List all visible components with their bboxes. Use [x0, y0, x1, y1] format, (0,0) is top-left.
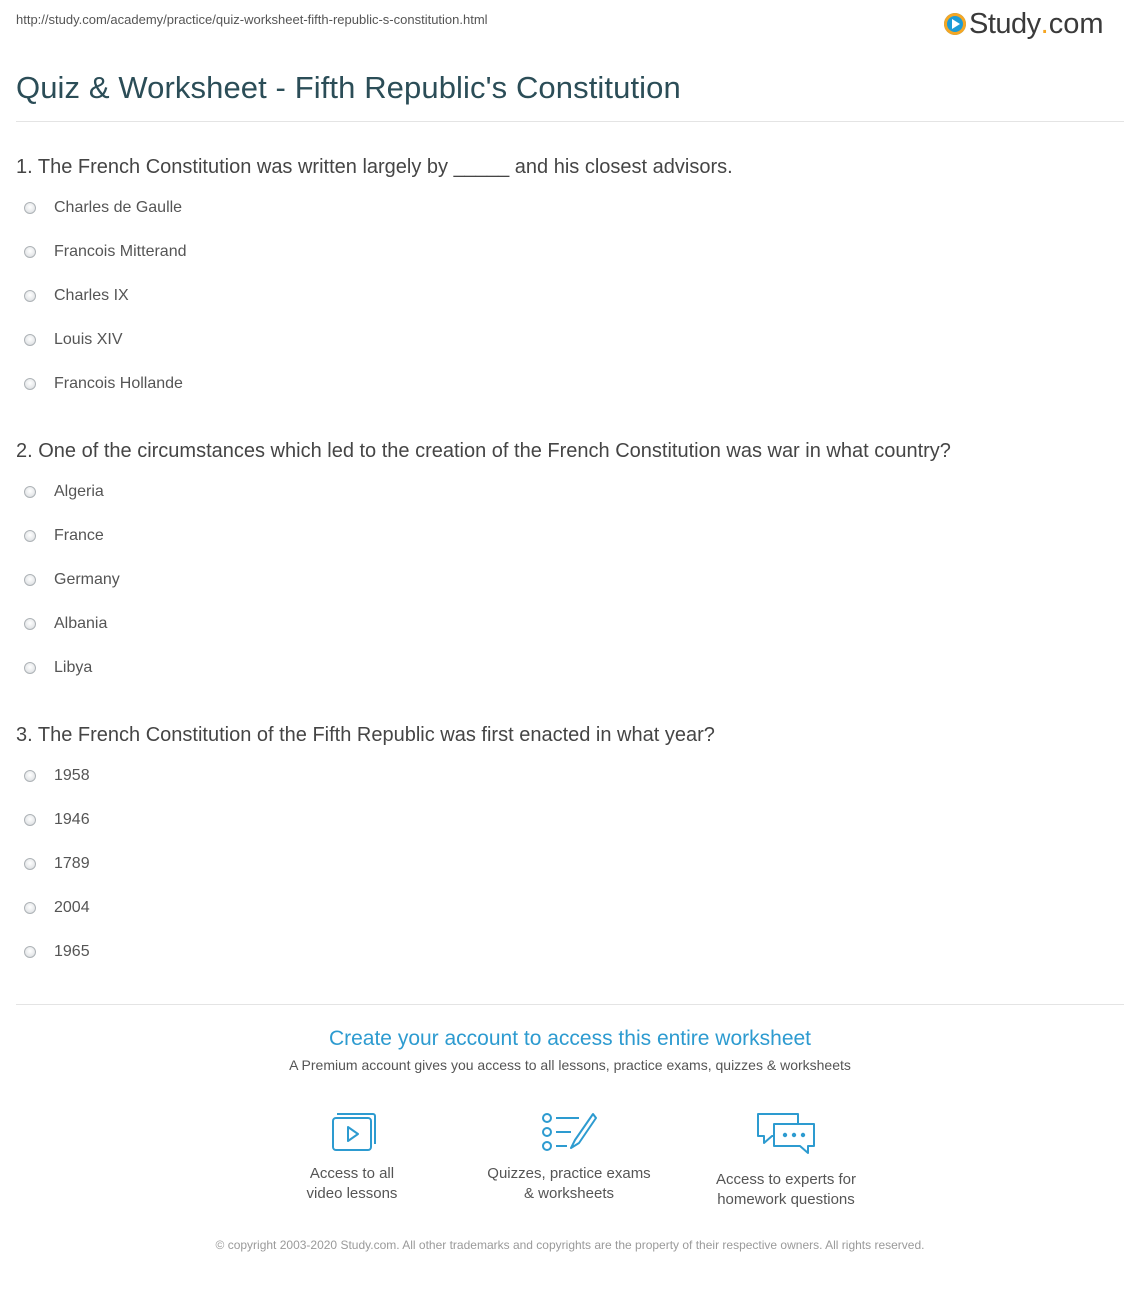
answer-option[interactable]	[16, 571, 1124, 615]
answer-option[interactable]	[16, 375, 1124, 419]
radio-button[interactable]	[24, 858, 36, 870]
radio-button[interactable]	[24, 662, 36, 674]
feature-line-1: Quizzes, practice exams	[487, 1165, 651, 1182]
answer-options	[16, 767, 1124, 987]
radio-button[interactable]	[24, 334, 36, 346]
logo-word: Study	[969, 7, 1041, 40]
option-label: Charles IX	[54, 287, 129, 304]
copyright-notice: © copyright 2003-2020 Study.com. All other trademarks and copyrights are the property of their respective owners. All rights reserved.	[215, 1238, 925, 1252]
option-label: France	[54, 527, 104, 544]
radio-button[interactable]	[24, 902, 36, 914]
radio-button[interactable]	[24, 946, 36, 958]
option-label: Algeria	[54, 483, 104, 500]
cta-subtitle: A Premium account gives you access to all lessons, practice exams, quizzes & worksheets	[289, 1057, 851, 1073]
page-title: Quiz & Worksheet - Fifth Republic's Constitution	[16, 70, 681, 105]
answer-option[interactable]	[16, 615, 1124, 659]
answer-option[interactable]	[16, 659, 1124, 703]
option-label: 2004	[54, 899, 90, 916]
option-label: Libya	[54, 659, 93, 676]
answer-option[interactable]	[16, 943, 1124, 987]
question-1	[16, 155, 1124, 419]
logo-com: com	[1048, 7, 1104, 40]
radio-button[interactable]	[24, 202, 36, 214]
radio-button[interactable]	[24, 486, 36, 498]
option-label: Francois Hollande	[54, 375, 183, 392]
answer-option[interactable]	[16, 287, 1124, 331]
question-text: 2. One of the circumstances which led to the creation of the French Constitution was war in what country?	[16, 440, 951, 462]
signup-cta	[0, 1027, 1140, 1073]
option-label: Francois Mitterand	[54, 243, 187, 260]
feature-line-1: Access to experts for	[715, 1171, 857, 1188]
answer-option[interactable]	[16, 899, 1124, 943]
logo-dot: .	[1040, 7, 1049, 40]
option-label: 1946	[54, 811, 90, 828]
feature-line-2: & worksheets	[523, 1185, 615, 1202]
option-label: 1789	[54, 855, 90, 872]
option-label: Germany	[54, 571, 120, 588]
feature-line-2: homework questions	[717, 1191, 855, 1208]
title-divider	[16, 121, 1124, 122]
page-url: http://study.com/academy/practice/quiz-worksheet-fifth-republic-s-constitution.html	[16, 12, 488, 27]
answer-option[interactable]	[16, 811, 1124, 855]
option-label: 1958	[54, 767, 90, 784]
option-label: 1965	[54, 943, 90, 960]
radio-button[interactable]	[24, 246, 36, 258]
radio-button[interactable]	[24, 814, 36, 826]
question-3	[16, 723, 1124, 987]
feature-video-lessons	[252, 1110, 452, 1204]
radio-button[interactable]	[24, 290, 36, 302]
play-logo-icon	[944, 13, 966, 35]
answer-option[interactable]	[16, 483, 1124, 527]
answer-options	[16, 483, 1124, 703]
feature-quizzes	[469, 1110, 669, 1204]
answer-option[interactable]	[16, 767, 1124, 811]
answer-options	[16, 199, 1124, 419]
experts-chat-icon	[754, 1110, 818, 1160]
answer-option[interactable]	[16, 527, 1124, 571]
feature-experts	[686, 1110, 886, 1210]
answer-option[interactable]	[16, 331, 1124, 375]
quizzes-icon	[541, 1110, 597, 1154]
video-lessons-icon	[327, 1110, 377, 1154]
option-label: Louis XIV	[54, 331, 123, 348]
radio-button[interactable]	[24, 530, 36, 542]
radio-button[interactable]	[24, 574, 36, 586]
answer-option[interactable]	[16, 855, 1124, 899]
question-2	[16, 439, 1124, 703]
feature-line-2: video lessons	[306, 1185, 398, 1202]
cta-divider	[16, 1004, 1124, 1005]
answer-option[interactable]	[16, 199, 1124, 243]
question-text: 3. The French Constitution of the Fifth Republic was first enacted in what year?	[16, 724, 715, 746]
radio-button[interactable]	[24, 770, 36, 782]
option-label: Charles de Gaulle	[54, 199, 183, 216]
study-logo[interactable]	[944, 6, 1104, 42]
radio-button[interactable]	[24, 618, 36, 630]
option-label: Albania	[54, 615, 108, 632]
answer-option[interactable]	[16, 243, 1124, 287]
radio-button[interactable]	[24, 378, 36, 390]
feature-line-1: Access to all	[309, 1165, 395, 1182]
question-text: 1. The French Constitution was written largely by _____ and his closest advisors.	[16, 156, 733, 178]
create-account-link[interactable]: Create your account to access this entire worksheet	[328, 1027, 812, 1050]
